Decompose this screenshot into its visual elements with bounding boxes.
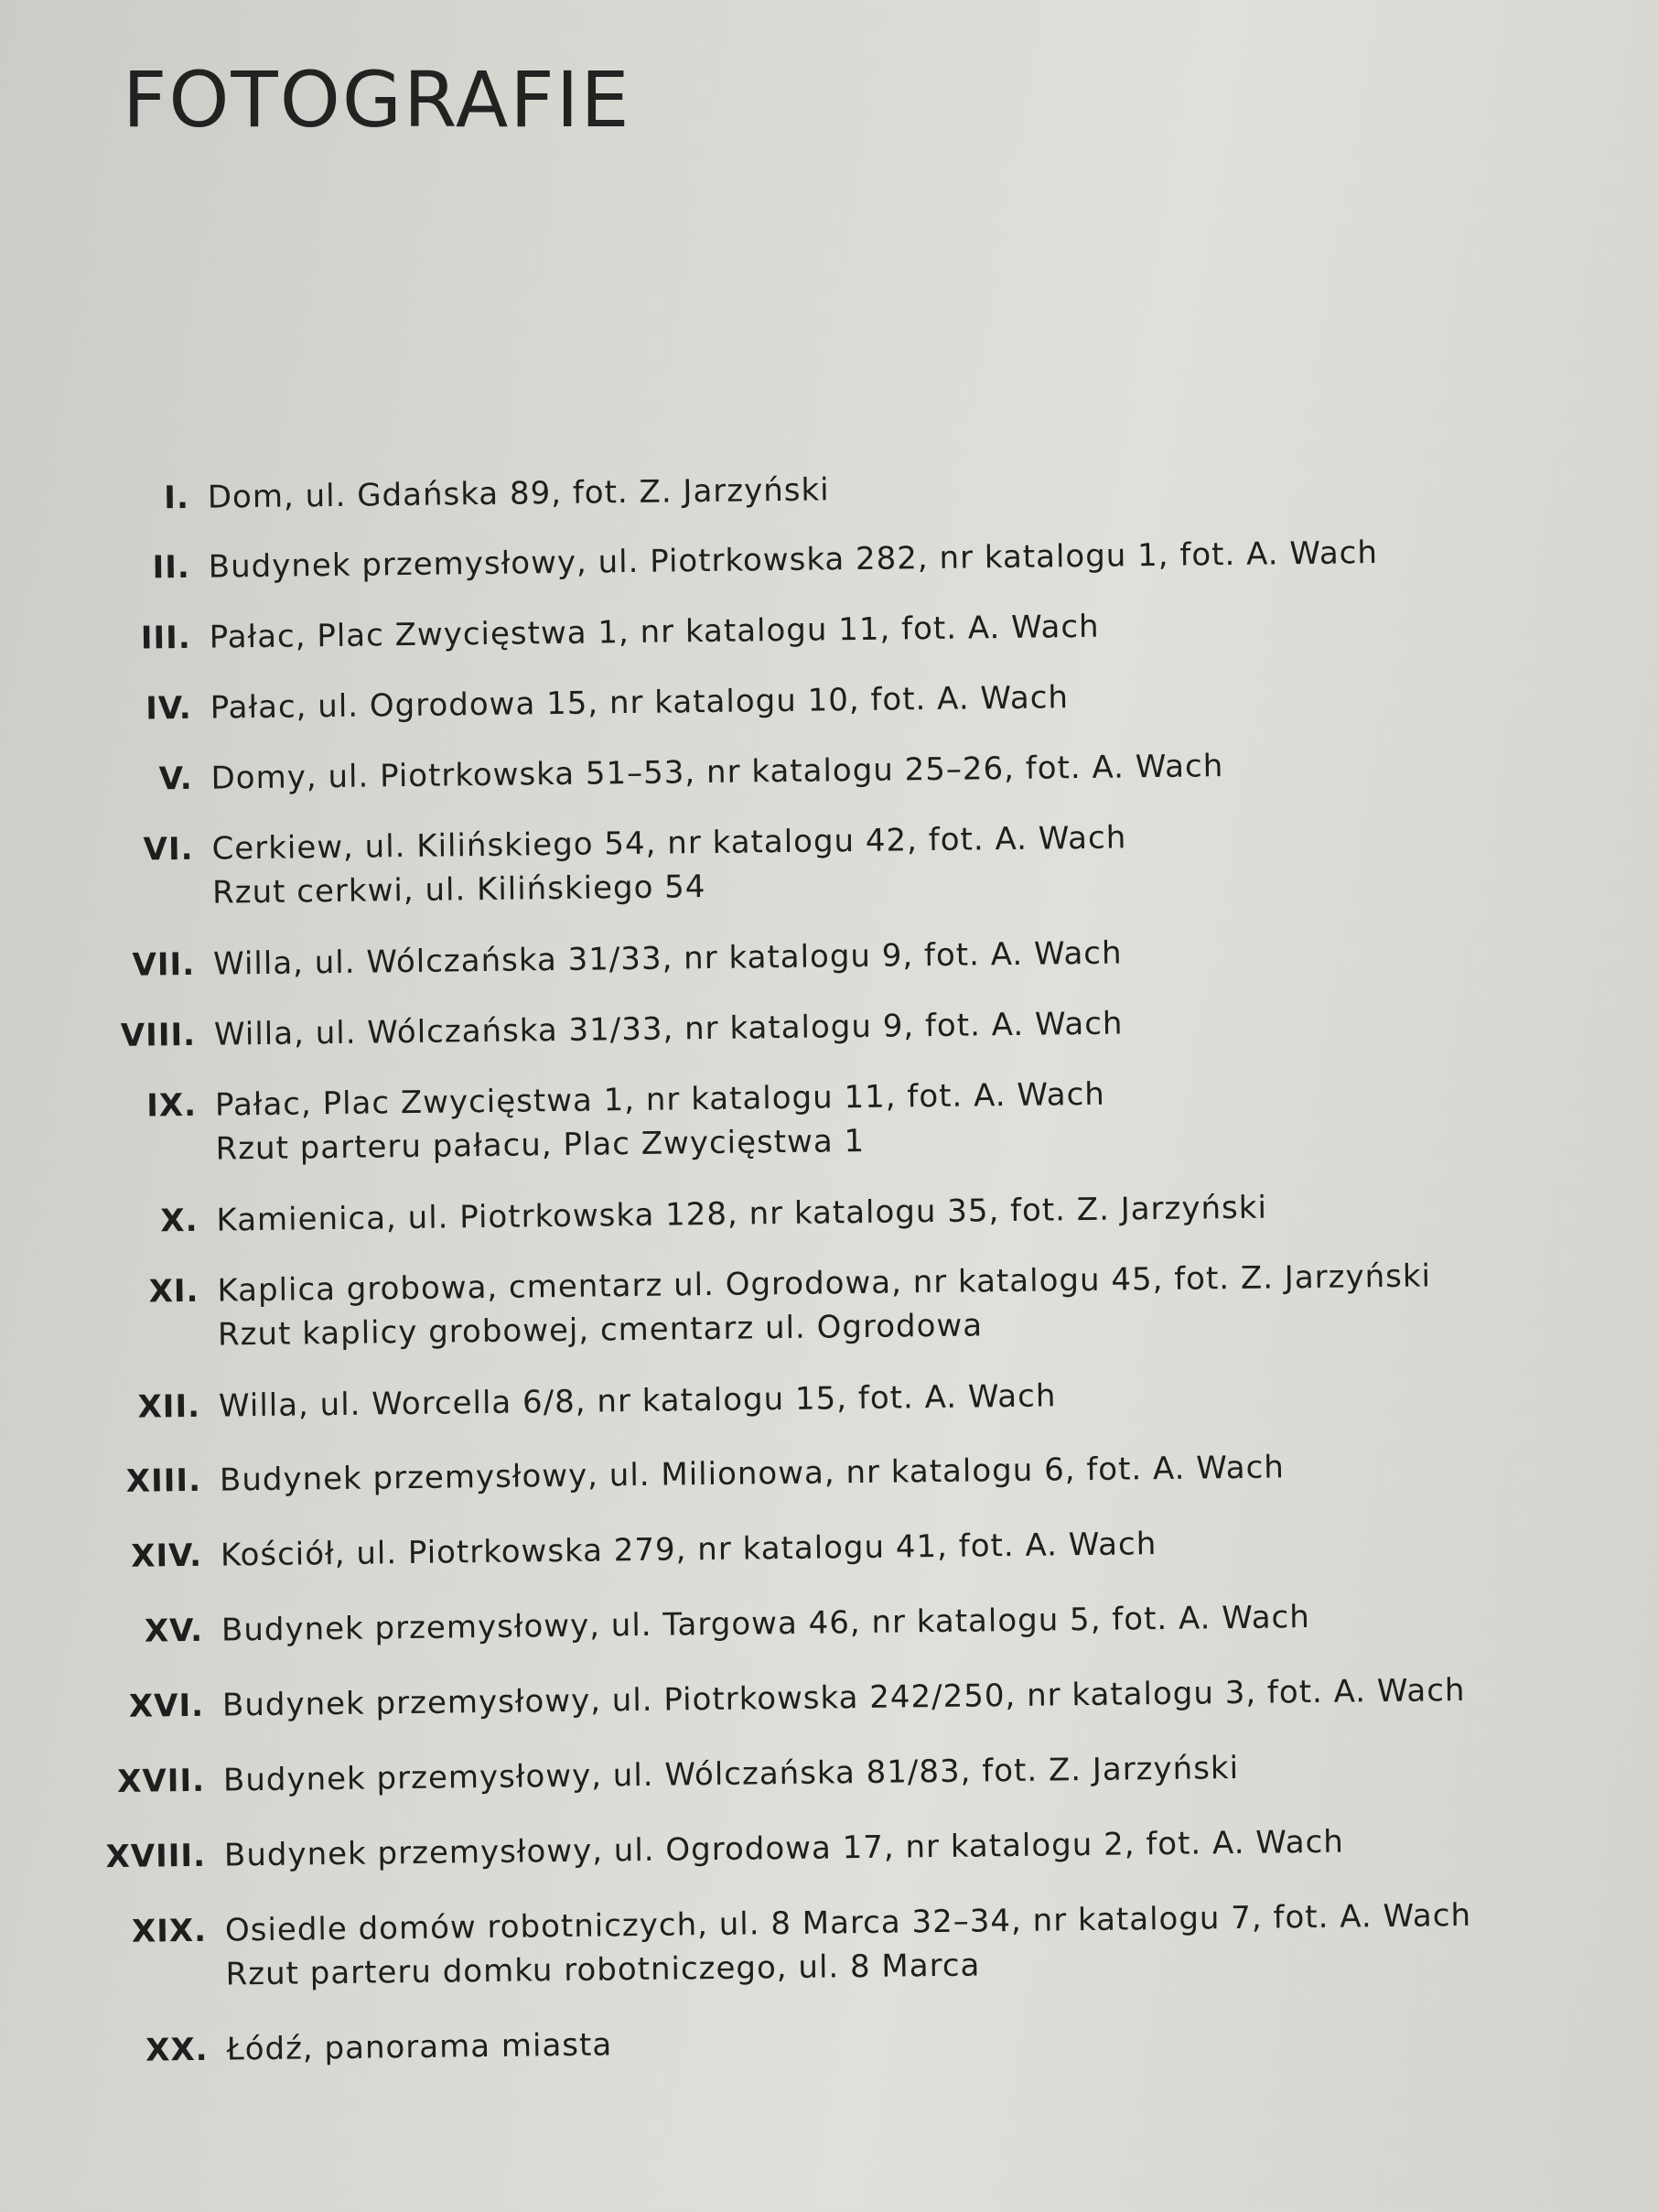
item-subcaption: Rzut cerkwi, ul. Kilińskiego 54 — [211, 869, 706, 912]
item-caption: Budynek przemysłowy, ul. Wólczańska 81/83, fot. Z. Jarzyński — [222, 1749, 1240, 1799]
item-number: XVIII. — [105, 1837, 207, 1876]
item-subcaption: Rzut kaplicy grobowej, cmentarz ul. Ogrodowa — [217, 1307, 984, 1354]
item-caption: Budynek przemysłowy, ul. Targowa 46, nr katalogu 5, fot. A. Wach — [221, 1599, 1311, 1649]
item-caption: Budynek przemysłowy, ul. Ogrodowa 17, nr katalogu 2, fot. A. Wach — [223, 1823, 1345, 1874]
item-caption: Osiedle domów robotniczych, ul. 8 Marca 32–34, nr katalogu 7, fot. A. Wach — [224, 1896, 1472, 1949]
item-caption: Pałac, ul. Ogrodowa 15, nr katalogu 10, fot. A. Wach — [210, 679, 1070, 727]
list-item — [6, 1253, 1562, 1354]
item-caption: Dom, ul. Gdańska 89, fot. Z. Jarzyński — [207, 471, 830, 516]
list-item — [0, 740, 1556, 798]
list-item — [16, 2012, 1571, 2069]
list-item — [13, 1743, 1568, 1800]
list-item — [10, 1517, 1566, 1575]
list-item — [8, 1368, 1564, 1426]
item-number: VIII. — [120, 1016, 197, 1054]
item-number: XV. — [144, 1612, 204, 1650]
item-caption: Pałac, Plac Zwycięstwa 1, nr katalogu 11, fot. A. Wach — [209, 608, 1100, 656]
item-caption: Willa, ul. Worcella 6/8, nr katalogu 15, fot. A. Wach — [218, 1377, 1057, 1425]
item-caption: Kaplica grobowa, cmentarz ul. Ogrodowa, nr katalogu 45, fot. Z. Jarzyński — [217, 1257, 1432, 1310]
item-number: XIV. — [131, 1537, 203, 1575]
list-item — [0, 529, 1553, 587]
item-number: XX. — [145, 2031, 209, 2069]
item-caption: Kamienica, ul. Piotrkowska 128, nr katalogu 35, fot. Z. Jarzyński — [216, 1189, 1268, 1239]
item-number: XII. — [137, 1387, 201, 1426]
item-caption: Budynek przemysłowy, ul. Piotrkowska 242/250, nr katalogu 3, fot. A. Wach — [221, 1671, 1466, 1724]
list-item — [0, 599, 1554, 657]
item-caption: Willa, ul. Wólczańska 31/33, nr katalogu 9, fot. A. Wach — [212, 934, 1123, 983]
item-caption: Budynek przemysłowy, ul. Milionowa, nr katalogu 6, fot. A. Wach — [219, 1449, 1286, 1499]
list-item — [5, 1182, 1561, 1240]
list-item — [9, 1442, 1565, 1500]
item-caption: Willa, ul. Wólczańska 31/33, nr katalogu 9, fot. A. Wach — [213, 1005, 1124, 1053]
item-number: XVII. — [117, 1762, 206, 1800]
item-number: XIII. — [125, 1462, 202, 1500]
item-number: XI. — [148, 1272, 199, 1311]
photo-list — [0, 439, 1658, 2107]
item-number: IX. — [145, 1086, 198, 1125]
list-item — [0, 670, 1555, 728]
item-subcaption: Rzut parteru domku robotniczego, ul. 8 Marca — [225, 1947, 981, 1993]
item-number: VI. — [143, 830, 194, 869]
item-caption: Łódź, panorama miasta — [226, 2026, 613, 2068]
list-item — [1, 811, 1556, 912]
item-caption: Pałac, Plac Zwycięstwa 1, nr katalogu 11, fot. A. Wach — [214, 1075, 1106, 1124]
item-number: VII. — [132, 945, 196, 984]
list-item — [5, 1067, 1560, 1168]
item-caption: Budynek przemysłowy, ul. Piotrkowska 282, nr katalogu 1, fot. A. Wach — [208, 534, 1379, 586]
item-caption: Cerkiew, ul. Kilińskiego 54, nr katalogu 42, fot. A. Wach — [211, 819, 1127, 868]
item-caption: Domy, ul. Piotrkowska 51–53, nr katalogu 25–26, fot. A. Wach — [210, 748, 1224, 797]
item-number: V. — [158, 760, 193, 798]
list-item — [3, 926, 1558, 984]
item-number: IV. — [145, 689, 192, 728]
item-number: I. — [164, 479, 190, 517]
list-item — [14, 1818, 1569, 1876]
list-item — [0, 459, 1552, 517]
item-subcaption: Rzut parteru pałacu, Plac Zwycięstwa 1 — [215, 1122, 866, 1168]
list-item — [4, 997, 1559, 1054]
list-item — [12, 1667, 1567, 1725]
list-item — [15, 1893, 1570, 1993]
item-number: II. — [152, 548, 191, 587]
item-number: XVI. — [128, 1687, 205, 1725]
item-number: III. — [140, 619, 191, 657]
item-number: XIX. — [131, 1912, 208, 1950]
list-item — [11, 1592, 1566, 1650]
item-caption: Kościół, ul. Piotrkowska 279, nr katalogu 41, fot. A. Wach — [220, 1526, 1157, 1574]
item-number: X. — [160, 1202, 199, 1240]
page-title: FOTOGRAFIE — [123, 55, 631, 145]
